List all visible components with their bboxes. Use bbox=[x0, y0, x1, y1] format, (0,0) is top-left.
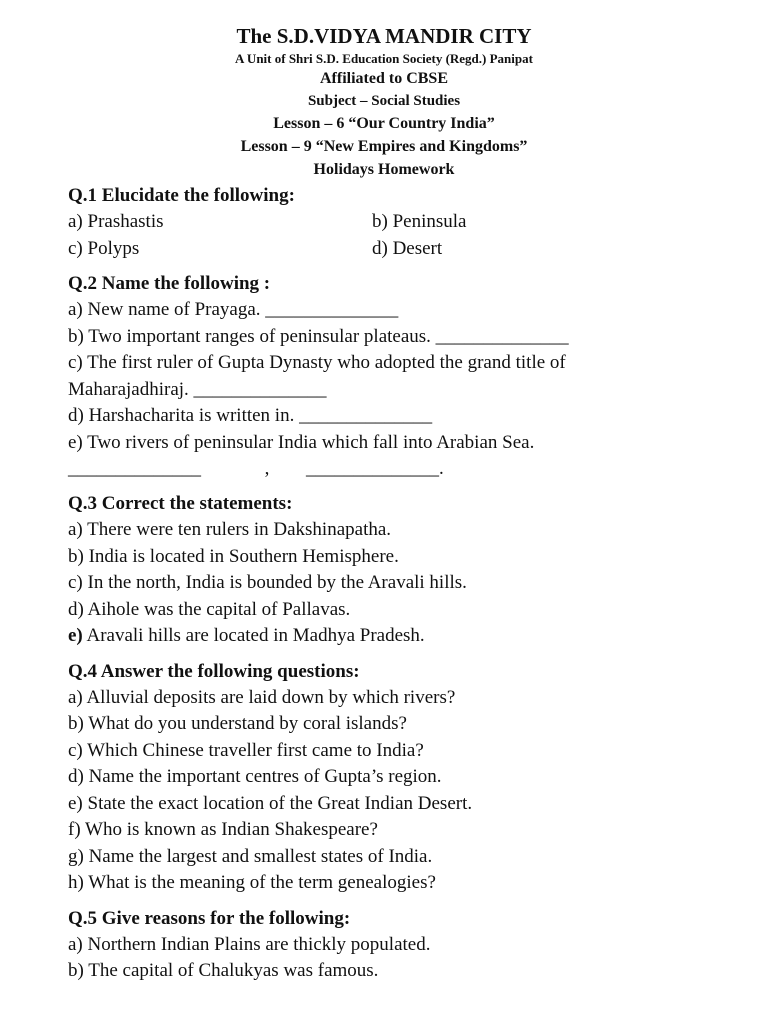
list-item: e) Two rivers of peninsular India which fall into Arabian Sea. bbox=[68, 431, 535, 453]
answer-blank: ______________ bbox=[68, 458, 201, 479]
list-item: f) Who is known as Indian Shakespeare? bbox=[68, 819, 378, 840]
list-item: b) What do you understand by coral islands? bbox=[68, 713, 407, 734]
school-name: The S.D.VIDYA MANDIR CITY bbox=[236, 24, 532, 48]
question-5-title: Q.5 Give reasons for the following: bbox=[68, 907, 351, 929]
list-item: d) Harshacharita is written in. ______________ bbox=[68, 405, 433, 426]
question-5 bbox=[68, 906, 708, 985]
lesson-9-line: Lesson – 9 “New Empires and Kingdoms” bbox=[240, 138, 528, 155]
question-1-row-2 bbox=[68, 236, 708, 263]
list-item: h) What is the meaning of the term genealogies? bbox=[68, 872, 436, 893]
list-item: a) New name of Prayaga. ______________ bbox=[68, 299, 399, 320]
list-item: g) Name the largest and smallest states of India. bbox=[68, 845, 433, 867]
society-unit: A Unit of Shri S.D. Education Society (Regd.) Panipat bbox=[235, 51, 533, 66]
list-item: a) There were ten rulers in Dakshinapatha. bbox=[68, 519, 392, 540]
affiliation: Affiliated to CBSE bbox=[320, 70, 448, 87]
list-item: b) India is located in Southern Hemisphere. bbox=[68, 545, 399, 567]
list-item bbox=[68, 623, 708, 650]
homework-title: Holidays Homework bbox=[313, 161, 455, 178]
list-item: c) The first ruler of Gupta Dynasty who adopted the grand title of bbox=[68, 352, 566, 373]
list-item: c) Polyps bbox=[68, 237, 140, 259]
question-1 bbox=[68, 183, 708, 262]
questions-body bbox=[0, 183, 768, 985]
answer-blanks-row bbox=[68, 456, 708, 482]
answer-blank: ______________. bbox=[306, 458, 444, 479]
blank-separator: , bbox=[264, 458, 270, 479]
question-1-row-1 bbox=[68, 209, 708, 236]
question-3 bbox=[68, 491, 708, 650]
item-letter: e) bbox=[68, 625, 83, 646]
lesson-6-line: Lesson – 6 “Our Country India” bbox=[273, 115, 495, 132]
question-1-title: Q.1 Elucidate the following: bbox=[68, 185, 295, 206]
item-text: Aravali hills are located in Madhya Pradesh. bbox=[82, 625, 425, 646]
question-3-title: Q.3 Correct the statements: bbox=[68, 493, 293, 514]
list-item: d) Desert bbox=[372, 237, 443, 259]
list-item: Maharajadhiraj. ______________ bbox=[68, 378, 327, 400]
list-item: e) State the exact location of the Great Indian Desert. bbox=[68, 792, 473, 814]
list-item: d) Aihole was the capital of Pallavas. bbox=[68, 598, 351, 620]
list-item: b) Peninsula bbox=[372, 211, 467, 232]
question-4 bbox=[68, 659, 708, 897]
list-item: a) Northern Indian Plains are thickly populated. bbox=[68, 933, 431, 955]
question-2-title: Q.2 Name the following : bbox=[68, 273, 271, 294]
list-item: c) Which Chinese traveller first came to India? bbox=[68, 739, 424, 761]
list-item: a) Alluvial deposits are laid down by which rivers? bbox=[68, 686, 456, 708]
question-2 bbox=[68, 271, 708, 482]
list-item: d) Name the important centres of Gupta’s region. bbox=[68, 766, 442, 787]
list-item: c) In the north, India is bounded by the Aravali hills. bbox=[68, 572, 467, 593]
document-header bbox=[0, 0, 768, 181]
list-item: b) Two important ranges of peninsular plateaus. ______________ bbox=[68, 325, 569, 347]
question-4-title: Q.4 Answer the following questions: bbox=[68, 660, 360, 682]
list-item: a) Prashastis bbox=[68, 211, 164, 232]
subject-line: Subject – Social Studies bbox=[307, 93, 461, 109]
list-item: b) The capital of Chalukyas was famous. bbox=[68, 960, 379, 981]
